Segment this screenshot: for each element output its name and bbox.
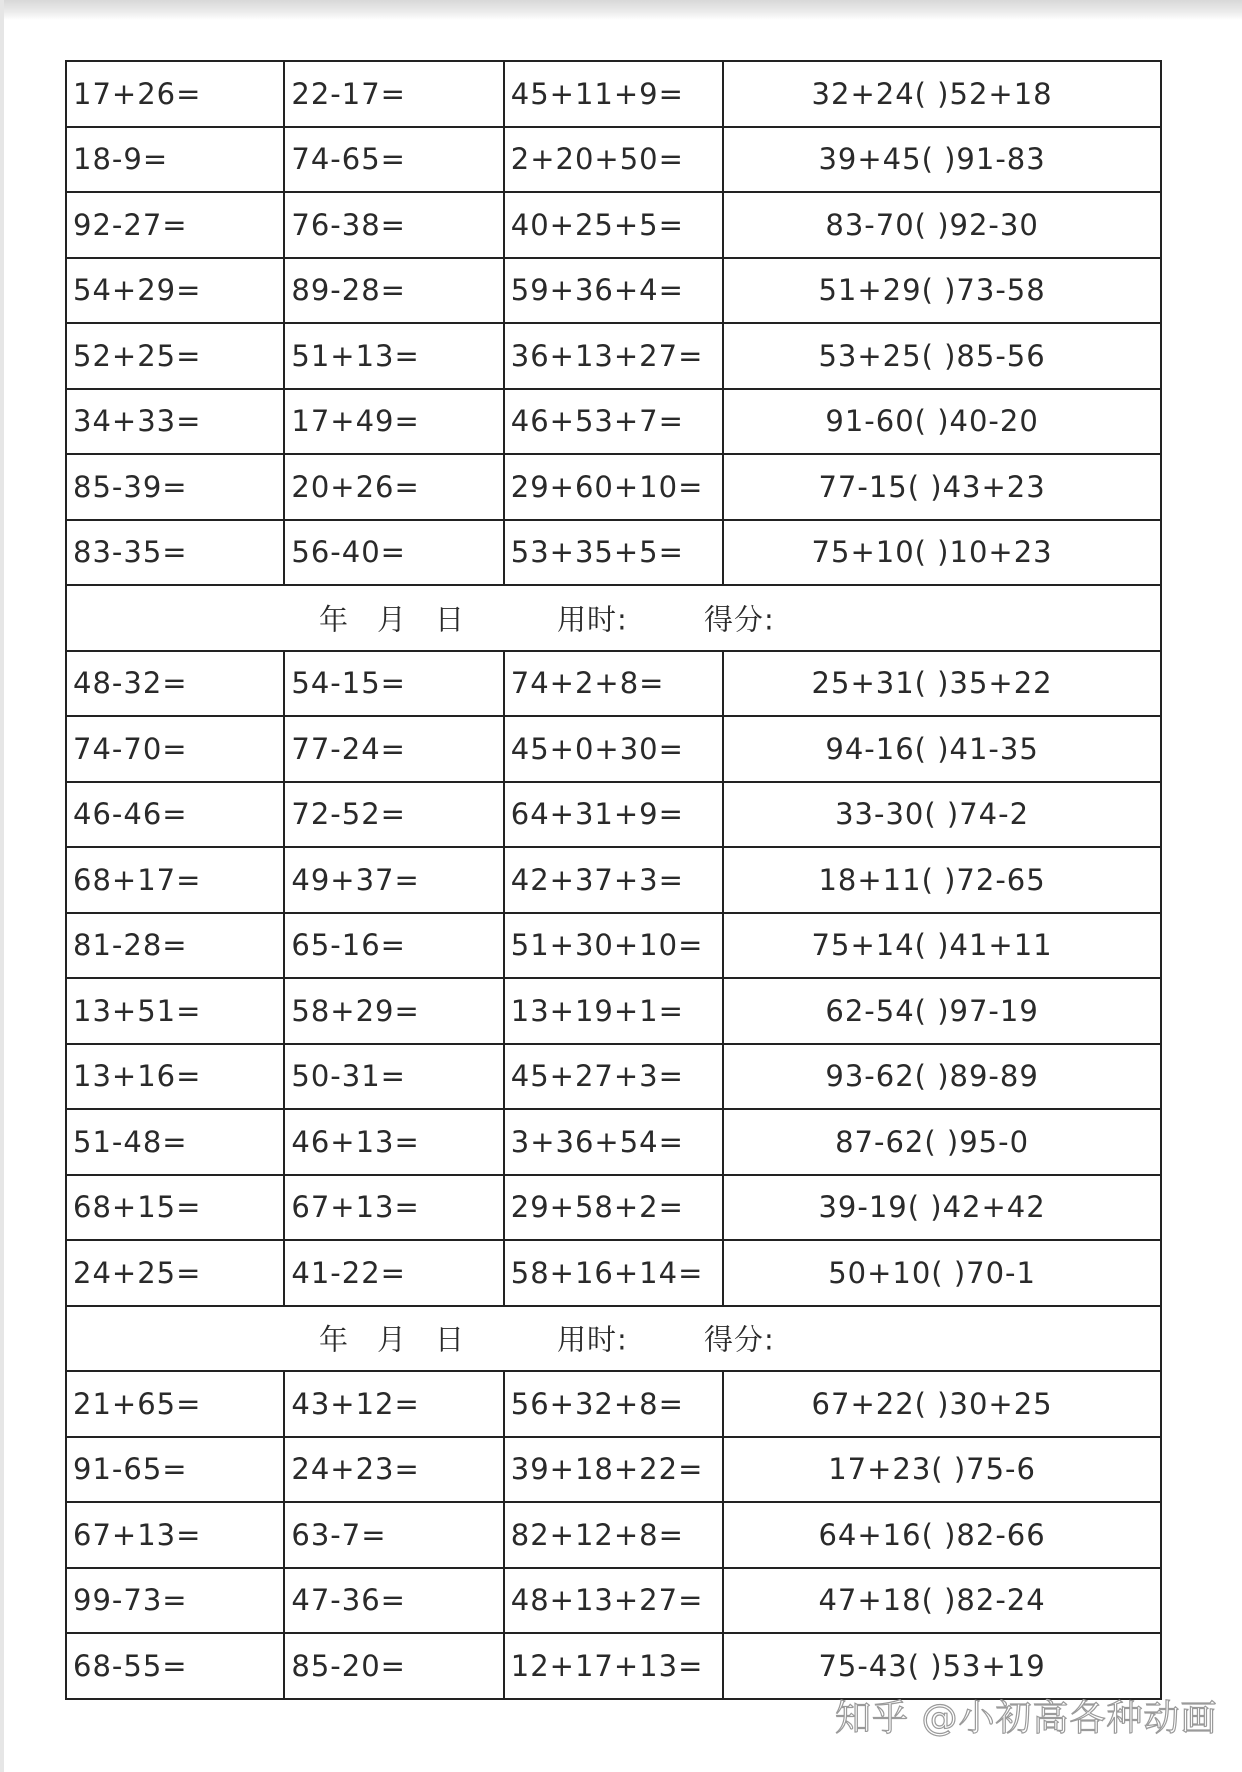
arithmetic-problem: 53+35+5= (504, 520, 723, 586)
problem-row (66, 258, 1161, 324)
comparison-problem: 75+14( )41+11 (723, 913, 1161, 979)
left-edge-shadow (0, 0, 4, 1772)
arithmetic-problem: 67+13= (66, 1502, 284, 1568)
problem-row (66, 1109, 1161, 1175)
arithmetic-problem: 29+58+2= (504, 1175, 723, 1241)
problem-row (66, 1240, 1161, 1306)
arithmetic-problem: 54+29= (66, 258, 284, 324)
header-label-year: 年 (319, 602, 350, 637)
arithmetic-problem: 40+25+5= (504, 192, 723, 258)
problem-row (66, 1502, 1161, 1568)
arithmetic-problem: 47-36= (284, 1568, 503, 1634)
arithmetic-problem: 3+36+54= (504, 1109, 723, 1175)
arithmetic-problem: 91-65= (66, 1437, 284, 1503)
comparison-problem: 75+10( )10+23 (723, 520, 1161, 586)
arithmetic-problem: 99-73= (66, 1568, 284, 1634)
header-label-year: 年 (319, 1322, 350, 1357)
arithmetic-problem: 50-31= (284, 1044, 503, 1110)
header-label-day: 日 (435, 1322, 466, 1357)
arithmetic-problem: 58+16+14= (504, 1240, 723, 1306)
problem-row (66, 782, 1161, 848)
arithmetic-problem: 48+13+27= (504, 1568, 723, 1634)
arithmetic-problem: 46+53+7= (504, 389, 723, 455)
header-label-time-used: 用时: (557, 1322, 628, 1357)
comparison-problem: 33-30( )74-2 (723, 782, 1161, 848)
comparison-problem: 51+29( )73-58 (723, 258, 1161, 324)
problem-row (66, 1568, 1161, 1634)
header-label-day: 日 (435, 602, 466, 637)
comparison-problem: 77-15( )43+23 (723, 454, 1161, 520)
arithmetic-problem: 83-35= (66, 520, 284, 586)
watermark: 知乎 @小初高各种动画 (835, 1698, 1218, 1739)
arithmetic-problem: 54-15= (284, 651, 503, 717)
comparison-problem: 91-60( )40-20 (723, 389, 1161, 455)
arithmetic-problem: 46+13= (284, 1109, 503, 1175)
arithmetic-problem: 21+65= (66, 1371, 284, 1437)
date-score-row (66, 585, 1161, 651)
arithmetic-problem: 68+17= (66, 847, 284, 913)
arithmetic-problem: 34+33= (66, 389, 284, 455)
arithmetic-problem: 45+27+3= (504, 1044, 723, 1110)
arithmetic-problem: 58+29= (284, 978, 503, 1044)
arithmetic-problem: 74+2+8= (504, 651, 723, 717)
arithmetic-problem: 24+25= (66, 1240, 284, 1306)
comparison-problem: 93-62( )89-89 (723, 1044, 1161, 1110)
comparison-problem: 39+45( )91-83 (723, 127, 1161, 193)
arithmetic-problem: 13+19+1= (504, 978, 723, 1044)
arithmetic-problem: 42+37+3= (504, 847, 723, 913)
comparison-problem: 87-62( )95-0 (723, 1109, 1161, 1175)
arithmetic-problem: 56+32+8= (504, 1371, 723, 1437)
problem-row (66, 323, 1161, 389)
arithmetic-problem: 64+31+9= (504, 782, 723, 848)
arithmetic-problem: 41-22= (284, 1240, 503, 1306)
arithmetic-problem: 20+26= (284, 454, 503, 520)
problem-row (66, 716, 1161, 782)
problem-row (66, 1633, 1161, 1699)
date-score-row (66, 1306, 1161, 1372)
arithmetic-problem: 77-24= (284, 716, 503, 782)
arithmetic-problem: 68+15= (66, 1175, 284, 1241)
arithmetic-problem: 67+13= (284, 1175, 503, 1241)
arithmetic-problem: 22-17= (284, 61, 503, 127)
problem-row (66, 847, 1161, 913)
header-label-month: 月 (377, 1322, 408, 1357)
arithmetic-problem: 81-28= (66, 913, 284, 979)
header-label-score: 得分: (704, 602, 775, 637)
comparison-problem: 25+31( )35+22 (723, 651, 1161, 717)
arithmetic-problem: 17+26= (66, 61, 284, 127)
arithmetic-problem: 17+49= (284, 389, 503, 455)
top-edge-shadow (0, 0, 1242, 20)
problem-row (66, 454, 1161, 520)
problem-row (66, 520, 1161, 586)
problem-row (66, 1044, 1161, 1110)
comparison-problem: 94-16( )41-35 (723, 716, 1161, 782)
problem-row (66, 1437, 1161, 1503)
comparison-problem: 50+10( )70-1 (723, 1240, 1161, 1306)
problem-row (66, 651, 1161, 717)
arithmetic-problem: 2+20+50= (504, 127, 723, 193)
arithmetic-problem: 52+25= (66, 323, 284, 389)
arithmetic-problem: 29+60+10= (504, 454, 723, 520)
arithmetic-problem: 68-55= (66, 1633, 284, 1699)
comparison-problem: 75-43( )53+19 (723, 1633, 1161, 1699)
arithmetic-problem: 43+12= (284, 1371, 503, 1437)
arithmetic-problem: 13+16= (66, 1044, 284, 1110)
header-label-month: 月 (377, 602, 408, 637)
arithmetic-problem: 45+0+30= (504, 716, 723, 782)
arithmetic-problem: 36+13+27= (504, 323, 723, 389)
header-label-score: 得分: (704, 1322, 775, 1357)
comparison-problem: 18+11( )72-65 (723, 847, 1161, 913)
problem-row (66, 61, 1161, 127)
arithmetic-problem: 49+37= (284, 847, 503, 913)
comparison-problem: 32+24( )52+18 (723, 61, 1161, 127)
comparison-problem: 64+16( )82-66 (723, 1502, 1161, 1568)
arithmetic-problem: 46-46= (66, 782, 284, 848)
problem-row (66, 1371, 1161, 1437)
problem-row (66, 1175, 1161, 1241)
arithmetic-problem: 18-9= (66, 127, 284, 193)
problem-row (66, 127, 1161, 193)
comparison-problem: 53+25( )85-56 (723, 323, 1161, 389)
comparison-problem: 62-54( )97-19 (723, 978, 1161, 1044)
arithmetic-problem: 24+23= (284, 1437, 503, 1503)
problem-row (66, 913, 1161, 979)
arithmetic-problem: 74-70= (66, 716, 284, 782)
arithmetic-problem: 51+30+10= (504, 913, 723, 979)
arithmetic-problem: 48-32= (66, 651, 284, 717)
arithmetic-problem: 56-40= (284, 520, 503, 586)
arithmetic-problem: 74-65= (284, 127, 503, 193)
arithmetic-problem: 51+13= (284, 323, 503, 389)
arithmetic-problem: 59+36+4= (504, 258, 723, 324)
arithmetic-problem: 82+12+8= (504, 1502, 723, 1568)
arithmetic-problem: 89-28= (284, 258, 503, 324)
problem-row (66, 389, 1161, 455)
comparison-problem: 47+18( )82-24 (723, 1568, 1161, 1634)
arithmetic-problem: 45+11+9= (504, 61, 723, 127)
arithmetic-problem: 85-39= (66, 454, 284, 520)
arithmetic-problem: 13+51= (66, 978, 284, 1044)
arithmetic-problem: 65-16= (284, 913, 503, 979)
comparison-problem: 17+23( )75-6 (723, 1437, 1161, 1503)
problem-row (66, 978, 1161, 1044)
comparison-problem: 39-19( )42+42 (723, 1175, 1161, 1241)
arithmetic-problem: 12+17+13= (504, 1633, 723, 1699)
arithmetic-problem: 85-20= (284, 1633, 503, 1699)
comparison-problem: 83-70( )92-30 (723, 192, 1161, 258)
arithmetic-problem: 72-52= (284, 782, 503, 848)
header-label-time-used: 用时: (557, 602, 628, 637)
worksheet-table (65, 60, 1162, 1700)
comparison-problem: 67+22( )30+25 (723, 1371, 1161, 1437)
arithmetic-problem: 92-27= (66, 192, 284, 258)
arithmetic-problem: 63-7= (284, 1502, 503, 1568)
arithmetic-problem: 51-48= (66, 1109, 284, 1175)
arithmetic-problem: 39+18+22= (504, 1437, 723, 1503)
arithmetic-problem: 76-38= (284, 192, 503, 258)
problem-row (66, 192, 1161, 258)
